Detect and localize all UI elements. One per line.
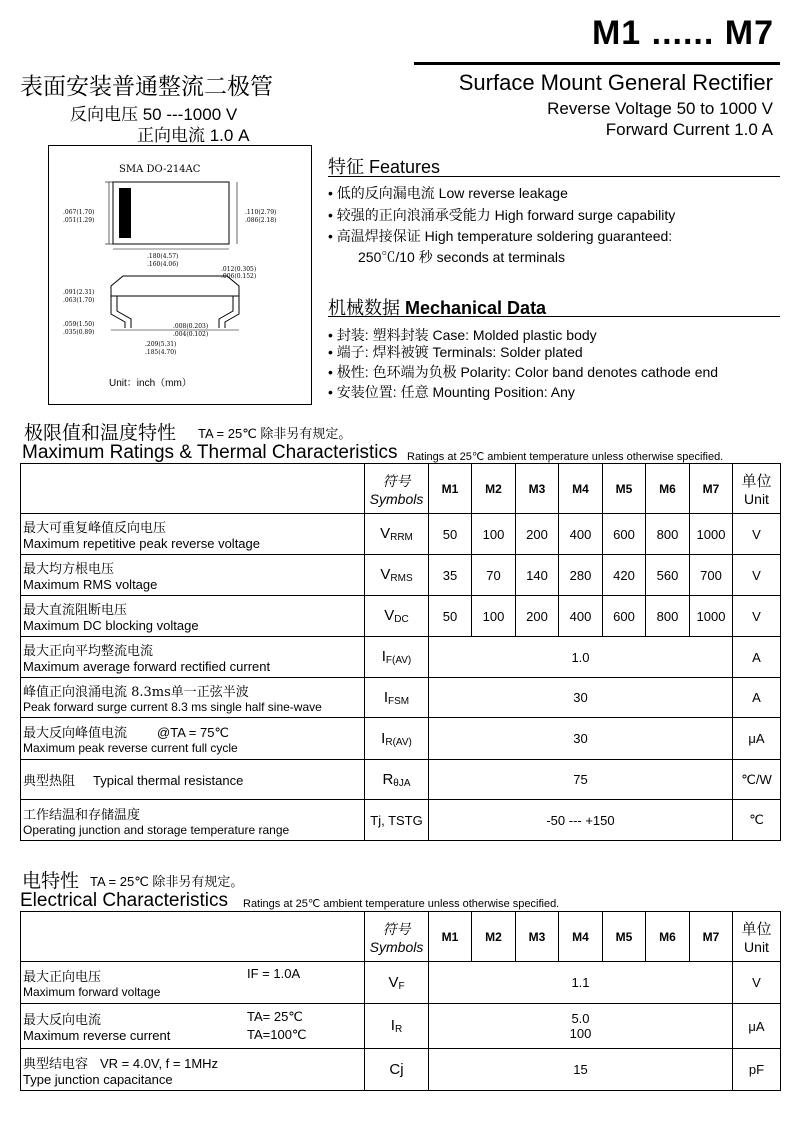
unit-cell: ℃ <box>733 800 781 841</box>
mechanical-rule <box>328 316 780 317</box>
symbol-cell: $I_{R(AV)}$ <box>365 718 429 760</box>
feature-item-4: 250℃/10 秒 seconds at terminals <box>358 249 565 265</box>
value-cell: 100 <box>472 596 516 637</box>
package-drawing <box>48 145 312 405</box>
header-unit: 单位 Unit <box>733 912 781 962</box>
symbol-cell: Tj, TSTG <box>365 800 429 841</box>
dim-d1: .067(1.70) <box>63 209 95 216</box>
package-outline-svg <box>49 146 311 404</box>
max-ratings-table <box>20 463 781 841</box>
param-cell: 工作结温和存储温度 Operating junction and storage temperature range <box>21 800 365 841</box>
value-cell: 1.0 <box>429 637 733 678</box>
cn-reverse-voltage: 反向电压 50 ---1000 V <box>70 105 238 124</box>
cathode-band <box>119 188 131 238</box>
value-cell: 1000 <box>690 596 733 637</box>
table-row <box>21 1049 781 1091</box>
dim-d9: .091(2.31) <box>63 289 95 296</box>
value-cell: 200 <box>516 514 559 555</box>
value-cell: 70 <box>472 555 516 596</box>
dim-d3: .110(2.79) <box>245 209 277 216</box>
value-cell: 15 <box>429 1049 733 1091</box>
table-row <box>21 1004 781 1049</box>
symbol-cell: Cj <box>365 1049 429 1091</box>
symbol-cell: $V_F$ <box>365 962 429 1004</box>
unit-cell: μA <box>733 1004 781 1049</box>
header-m2: M2 <box>472 912 516 962</box>
electrical-note: Ratings at 25℃ ambient temperature unless otherwise specified. <box>243 898 560 910</box>
unit-cell: V <box>733 596 781 637</box>
electrical-title-cn: 电特性 <box>22 870 80 892</box>
param-cell: 最大正向电压 Maximum forward voltage IF = 1.0A <box>21 962 365 1004</box>
param-cell: 最大反向峰值电流 @TA = 75℃ Maximum peak reverse current full cycle <box>21 718 365 760</box>
header-param-cell <box>21 464 365 514</box>
dim-d13: .008(0.203) <box>173 323 209 330</box>
header-param-cell <box>21 912 365 962</box>
dim-d16: .185(4.70) <box>145 349 177 356</box>
dim-d7: .012(0.305) <box>221 266 257 273</box>
dim-d11: .059(1.50) <box>63 321 95 328</box>
feature-item-3: • 高温焊接保证 High temperature soldering guaranteed: <box>328 228 673 244</box>
value-cell: 400 <box>559 596 603 637</box>
value-cell: 50 <box>429 596 472 637</box>
symbol-cell: $V_{RMS}$ <box>365 555 429 596</box>
value-cell: 280 <box>559 555 603 596</box>
en-title: Surface Mount General Rectifier <box>458 70 773 95</box>
top-rule <box>414 62 780 65</box>
value-cell: 1000 <box>690 514 733 555</box>
unit-cell: V <box>733 555 781 596</box>
header-m4: M4 <box>559 912 603 962</box>
dim-d10: .063(1.70) <box>63 297 95 304</box>
param-cell: 典型热阻 Typical thermal resistance <box>21 760 365 800</box>
symbol-cell: $V_{RRM}$ <box>365 514 429 555</box>
param-cell: 峰值正向浪涌电流 8.3ms单一正弦半波 Peak forward surge current 8.3 ms single half sine-wave <box>21 678 365 718</box>
value-cell: 30 <box>429 678 733 718</box>
symbol-cell: $I_R$ <box>365 1004 429 1049</box>
electrical-title-en: Electrical Characteristics <box>20 890 228 911</box>
table-row <box>21 760 781 800</box>
value-cell: 700 <box>690 555 733 596</box>
symbol-cell: $I_{F(AV)}$ <box>365 637 429 678</box>
header-m7: M7 <box>690 912 733 962</box>
dim-d4: .086(2.18) <box>245 217 277 224</box>
header-symbols: 符号 Symbols <box>365 912 429 962</box>
header-m5: M5 <box>603 912 646 962</box>
value-cell: 420 <box>603 555 646 596</box>
value-cell: 35 <box>429 555 472 596</box>
table-row <box>21 800 781 841</box>
mechanical-heading-en: Mechanical Data <box>405 298 547 318</box>
header-symbols: 符号 Symbols <box>365 464 429 514</box>
value-cell: 50 <box>429 514 472 555</box>
header-unit: 单位 Unit <box>733 464 781 514</box>
unit-cell: A <box>733 637 781 678</box>
feature-item-1: • 低的反向漏电流 Low reverse leakage <box>328 185 568 201</box>
header-m3: M3 <box>516 912 559 962</box>
dim-d15: .209(5.31) <box>145 341 177 348</box>
mechanical-item-4: • 安装位置: 任意 Mounting Position: Any <box>328 384 575 400</box>
mechanical-item-2: • 端子: 焊料被镀 Terminals: Solder plated <box>328 344 583 360</box>
dim-d12: .035(0.89) <box>63 329 95 336</box>
dim-d2: .051(1.29) <box>63 217 95 224</box>
unit-cell: A <box>733 678 781 718</box>
features-rule <box>328 176 780 177</box>
max-ratings-title-cn: 极限值和温度特性 <box>24 422 177 444</box>
header-m6: M6 <box>646 464 690 514</box>
cn-forward-current: 正向电流 1.0 A <box>137 126 250 145</box>
value-cell: 400 <box>559 514 603 555</box>
value-cell: -50 --- +150 <box>429 800 733 841</box>
value-cell: 140 <box>516 555 559 596</box>
dim-d6: .160(4.06) <box>147 261 179 268</box>
unit-note: Unit：inch（mm） <box>109 378 192 389</box>
param-cell: 最大正向平均整流电流 Maximum average forward rectified current <box>21 637 365 678</box>
table-header-row <box>21 912 781 962</box>
value-cell: 30 <box>429 718 733 760</box>
en-forward-current: Forward Current 1.0 A <box>605 120 773 139</box>
features-heading: 特征 Features <box>328 157 441 177</box>
dim-d5: .180(4.57) <box>147 253 179 260</box>
value-cell: 800 <box>646 596 690 637</box>
mechanical-item-3: • 极性: 色环端为负极 Polarity: Color band denotes cathode end <box>328 364 719 380</box>
table-row <box>21 596 781 637</box>
symbol-cell: $R_{\theta JA}$ <box>365 760 429 800</box>
header-m7: M7 <box>690 464 733 514</box>
value-cell: 75 <box>429 760 733 800</box>
value-cell: 5.0 100 <box>429 1004 733 1049</box>
header-m1: M1 <box>429 912 472 962</box>
electrical-condition: TA = 25℃ 除非另有规定。 <box>90 874 244 889</box>
unit-cell: V <box>733 514 781 555</box>
table-row <box>21 514 781 555</box>
value-cell: 600 <box>603 514 646 555</box>
symbol-cell: $I_{FSM}$ <box>365 678 429 718</box>
unit-cell: ℃/W <box>733 760 781 800</box>
param-cell: 最大直流阻断电压 Maximum DC blocking voltage <box>21 596 365 637</box>
table-header-row <box>21 464 781 514</box>
cn-title: 表面安装普通整流二极管 <box>20 74 273 100</box>
param-cell: 最大均方根电压 Maximum RMS voltage <box>21 555 365 596</box>
unit-cell: pF <box>733 1049 781 1091</box>
package-name: SMA DO-214AC <box>119 164 201 175</box>
symbol-cell: $V_{DC}$ <box>365 596 429 637</box>
param-cell: 典型结电容 VR = 4.0V, f = 1MHz Type junction capacitance <box>21 1049 365 1091</box>
table-row <box>21 555 781 596</box>
electrical-table <box>20 911 781 1091</box>
dim-d8: .006(0.152) <box>221 273 257 280</box>
feature-item-2: • 较强的正向浪涌承受能力 High forward surge capability <box>328 207 676 223</box>
dim-d14: .004(0.102) <box>173 331 209 338</box>
max-ratings-title-en: Maximum Ratings & Thermal Characteristics <box>22 442 398 463</box>
header-m1: M1 <box>429 464 472 514</box>
param-cell: 最大反向电流 Maximum reverse current TA= 25℃ TA=100℃ <box>21 1004 365 1049</box>
max-ratings-condition: TA = 25℃ 除非另有规定。 <box>198 426 352 441</box>
value-cell: 560 <box>646 555 690 596</box>
header-m3: M3 <box>516 464 559 514</box>
header-m2: M2 <box>472 464 516 514</box>
package-body-side <box>111 276 239 296</box>
value-cell: 600 <box>603 596 646 637</box>
mechanical-heading-cn: 机械数据 <box>328 298 400 318</box>
mechanical-item-1: • 封装: 塑料封装 Case: Molded plastic body <box>328 327 597 343</box>
unit-cell: μA <box>733 718 781 760</box>
value-cell: 1.1 <box>429 962 733 1004</box>
table-row <box>21 637 781 678</box>
header-m5: M5 <box>603 464 646 514</box>
en-reverse-voltage: Reverse Voltage 50 to 1000 V <box>547 99 773 118</box>
value-cell: 100 <box>472 514 516 555</box>
unit-cell: V <box>733 962 781 1004</box>
param-cell: 最大可重复峰值反向电压 Maximum repetitive peak reverse voltage <box>21 514 365 555</box>
table-row <box>21 678 781 718</box>
max-ratings-note: Ratings at 25℃ ambient temperature unless otherwise specified. <box>407 451 724 463</box>
value-cell: 200 <box>516 596 559 637</box>
header-m4: M4 <box>559 464 603 514</box>
value-cell: 800 <box>646 514 690 555</box>
part-range-title: M1 ...... M7 <box>591 14 774 52</box>
table-row <box>21 962 781 1004</box>
table-row <box>21 718 781 760</box>
header-m6: M6 <box>646 912 690 962</box>
